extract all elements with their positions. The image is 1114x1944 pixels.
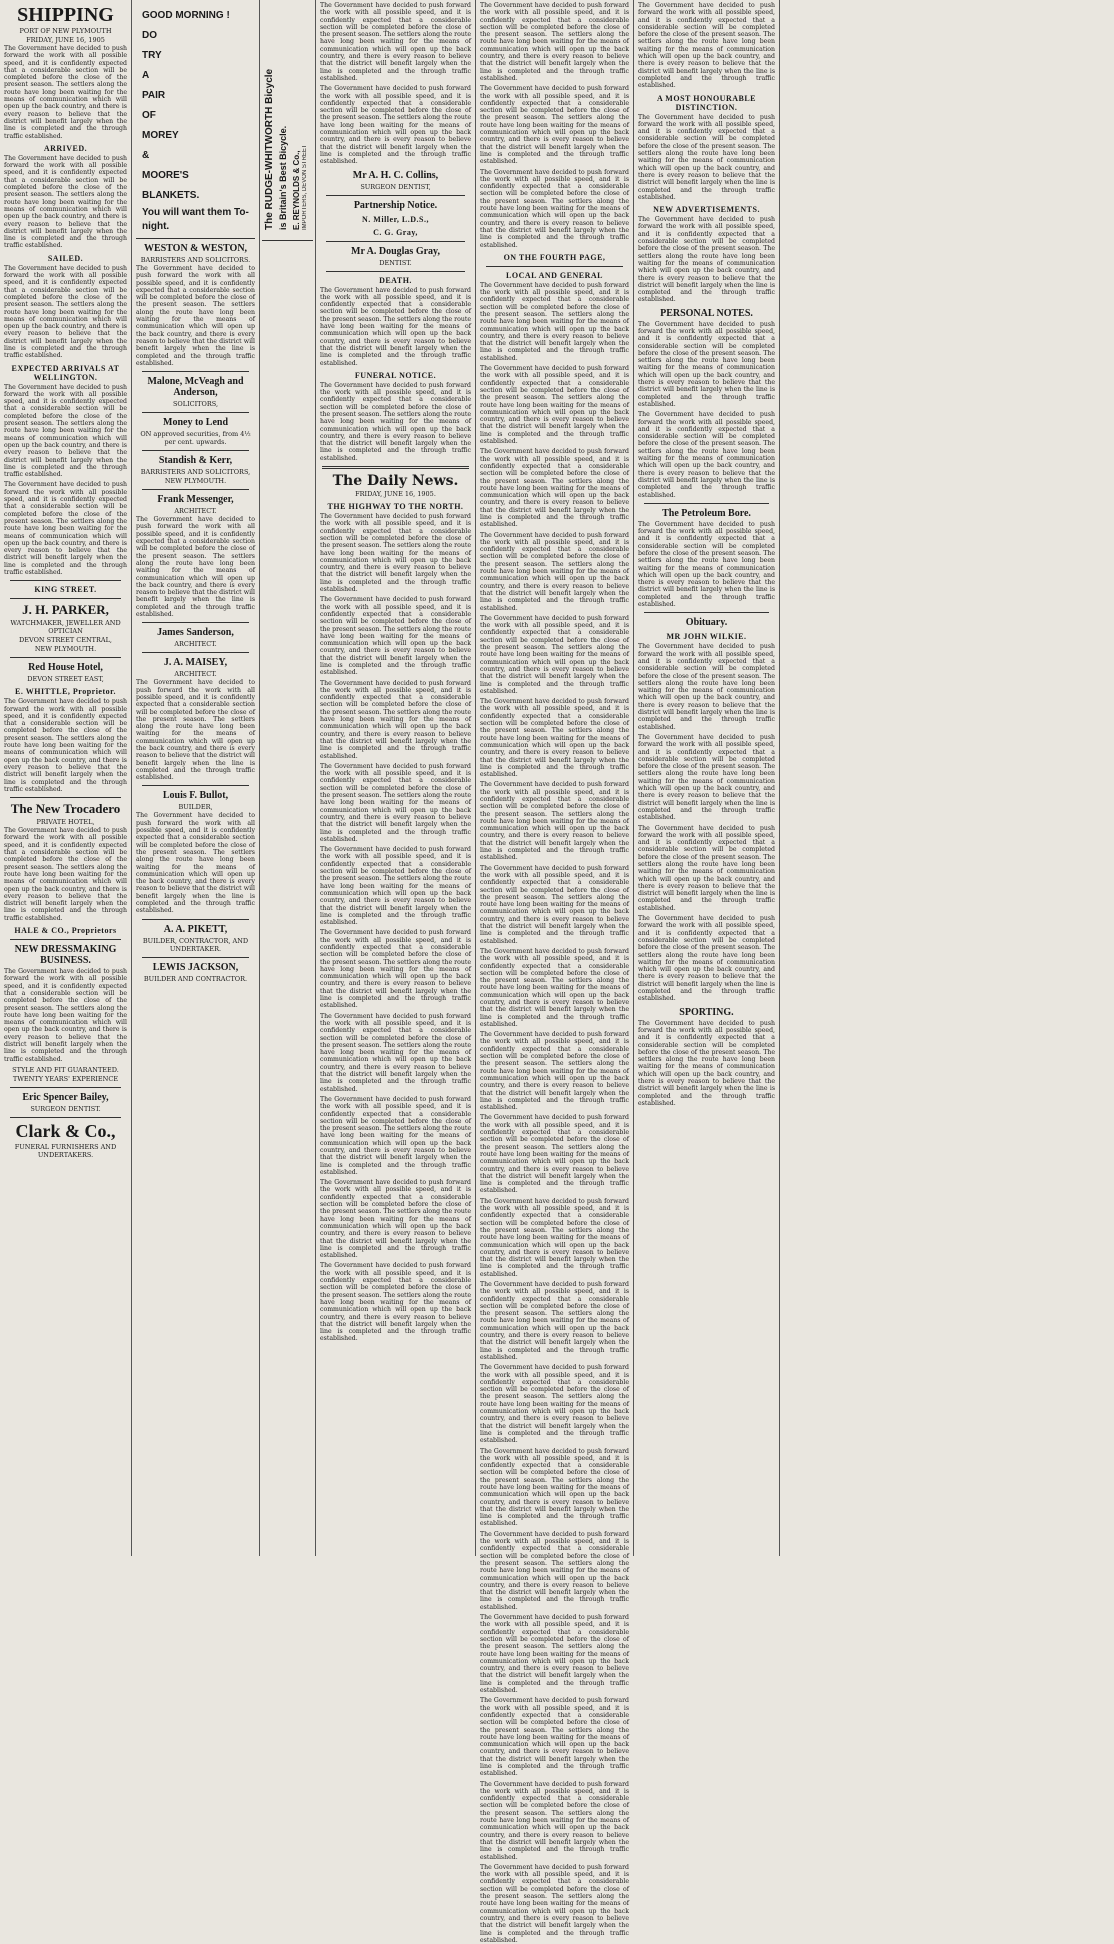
miller-name: N. Miller, L.D.S., — [362, 214, 429, 224]
text-block: The Government have decided to push forward the work with all possible speed, and it is confidently expected that a considerable section will be completed before the close of the present season. The settlers along the route have long been waiting for the means of communication which will open up the back country, and there is every reason to believe that the district will benefit largely when the line is completed and the through traffic established. — [320, 929, 471, 1010]
dress-style: STYLE AND FIT GUARANTEED. — [12, 1065, 119, 1074]
text-block: The Government have decided to push forward the work with all possible speed, and it is confidently expected that a considerable section will be completed before the close of the present season. The settlers along the route have long been waiting for the means of communication which will open up the back country, and there is every reason to believe that the district will benefit largely when the line is completed and the through traffic established. — [638, 1019, 775, 1107]
dental-sub: SURGEON DENTIST. — [30, 1104, 101, 1113]
text-block: The Government have decided to push forward the work with all possible speed, and it is confidently expected that a considerable section will be completed before the close of the present season. The settlers along the route have long been waiting for the means of communication which will open up the back country, and there is every reason to believe that the district will benefit largely when the line is completed and the through traffic established. — [320, 679, 471, 760]
advertisements-heading: NEW ADVERTISEMENTS. — [653, 205, 760, 215]
divider — [142, 412, 249, 413]
honourable-heading: A MOST HONOURABLE DISTINCTION. — [656, 93, 757, 112]
personal-heading: PERSONAL NOTES. — [660, 307, 753, 319]
local-heading: LOCAL AND GENERAL — [506, 270, 603, 280]
text-block: The Government have decided to push forward the work with all possible speed, and it is confidently expected that a considerable section will be completed before the close of the present season. The settlers along the route have long been waiting for the means of communication which will open up the back country, and there is every reason to believe that the district will benefit largely when the line is completed and the through traffic established. — [638, 2, 775, 90]
collins-name: Mr A. H. C. Collins, — [352, 169, 439, 181]
text-block: The Government have decided to push forward the work with all possible speed, and it is confidently expected that a considerable section will be completed before the close of the present season. The settlers along the route have long been waiting for the means of communication which will open up the back country, and there is every reason to believe that the district will benefit largely when the line is completed and the through traffic established. — [480, 531, 629, 612]
text-block: The Government have decided to push forward the work with all possible speed, and it is confidently expected that a considerable section will be completed before the close of the present season. The settlers along the route have long been waiting for the means of communication which will open up the back country, and there is every reason to believe that the district will benefit largely when the line is completed and the through traffic established. — [638, 824, 775, 912]
pikett-sub: BUILDER, CONTRACTOR, AND UNDERTAKER. — [142, 936, 249, 953]
football-column — [634, 0, 780, 1556]
text-block: The Government have decided to push forward the work with all possible speed, and it is confidently expected that a considerable section will be completed before the close of the present season. The settlers along the route have long been waiting for the means of communication which will open up the back country, and there is every reason to believe that the district will benefit largely when the line is completed and the through traffic established. — [480, 864, 629, 945]
text-block: The Government have decided to push forward the work with all possible speed, and it is confidently expected that a considerable section will be completed before the close of the present season. The settlers along the route have long been waiting for the means of communication which will open up the back country, and there is every reason to believe that the district will benefit largely when the line is completed and the through traffic established. — [480, 1197, 629, 1278]
jackson-sub: BUILDER AND CONTRACTOR. — [143, 974, 248, 983]
text-block: The Government have decided to push forward the work with all possible speed, and it is confidently expected that a considerable section will be completed before the close of the present season. The settlers along the route have long been waiting for the means of communication which will open up the back country, and there is every reason to believe that the district will benefit largely when the line is completed and the through traffic established. — [480, 365, 629, 446]
parker-town: NEW PLYMOUTH. — [34, 645, 97, 654]
divider — [142, 450, 249, 451]
text-block: The Government have decided to push forward the work with all possible speed, and it is confidently expected that a considerable section will be completed before the close of the present season. The settlers along the route have long been waiting for the means of communication which will open up the back country, and there is every reason to believe that the district will benefit largely when the line is completed and the through traffic established. — [320, 381, 471, 462]
leader-heading: THE HIGHWAY TO THE NORTH. — [327, 502, 464, 512]
money-name: Money to Lend — [163, 417, 228, 429]
wilkie-heading: MR JOHN WILKIE. — [666, 632, 747, 642]
date-heading: FRIDAY, JUNE 16, 1905 — [26, 36, 105, 44]
text-block: The Government have decided to push forward the work with all possible speed, and it is confidently expected that a considerable section will be completed before the close of the present season. The settlers along the route have long been waiting for the means of communication which will open up the back country, and there is every reason to believe that the district will benefit largely when the line is completed and the through traffic established. — [480, 1614, 629, 1695]
expected-heading: EXPECTED ARRIVALS AT WELLINGTON. — [11, 363, 120, 382]
ad-line: GOOD MORNING ! — [142, 10, 230, 21]
petroleum-heading: The Petroleum Bore. — [662, 507, 751, 519]
collins-sub: SURGEON DENTIST, — [360, 182, 431, 191]
text-block: The Government have decided to push forward the work with all possible speed, and it is confidently expected that a considerable section will be completed before the close of the present season. The settlers along the route have long been waiting for the means of communication which will open up the back country, and there is every reason to believe that the district will benefit largely when the line is completed and the through traffic established. — [320, 762, 471, 843]
divider — [322, 466, 469, 469]
text-block: The Government have decided to push forward the work with all possible speed, and it is confidently expected that a considerable section will be completed before the close of the present season. The settlers along the route have long been waiting for the means of communication which will open up the back country, and there is every reason to believe that the district will benefit largely when the line is completed and the through traffic established. — [4, 968, 127, 1063]
clark-sub: FUNERAL FURNISHERS AND UNDERTAKERS. — [14, 1142, 117, 1159]
divider — [326, 241, 465, 242]
text-block: The Government have decided to push forward the work with all possible speed, and it is confidently expected that a considerable section will be completed before the close of the present season. The settlers along the route have long been waiting for the means of communication which will open up the back country, and there is every reason to believe that the district will benefit largely when the line is completed and the through traffic established. — [4, 698, 127, 793]
text-block: The Government have decided to push forward the work with all possible speed, and it is confidently expected that a considerable section will be completed before the close of the present season. The settlers along the route have long been waiting for the means of communication which will open up the back country, and there is every reason to believe that the district will benefit largely when the line is completed and the through traffic established. — [136, 679, 255, 782]
king-street-heading: KING STREET. — [34, 585, 97, 595]
divider — [142, 489, 249, 490]
trocadero-name: The New Trocadero — [10, 801, 121, 817]
text-block: The Government have decided to push forward the work with all possible speed, and it is confidently expected that a considerable section will be completed before the close of the present season. The settlers along the route have long been waiting for the means of communication which will open up the back country, and there is every reason to believe that the district will benefit largely when the line is completed and the through traffic established. — [4, 383, 127, 479]
maisey-name: J. A. MAISEY, — [163, 657, 228, 669]
text-block: The Government have decided to push forward the work with all possible speed, and it is confidently expected that a considerable section will be completed before the close of the present season. The settlers along the route have long been waiting for the means of communication which will open up the back country, and there is every reason to believe that the district will benefit largely when the line is completed and the through traffic established. — [480, 281, 629, 362]
divider — [10, 598, 121, 599]
standish-sub: BARRISTERS AND SOLICITORS, — [140, 468, 251, 477]
text-block: The Government have decided to push forward the work with all possible speed, and it is confidently expected that a considerable section will be completed before the close of the present season. The settlers along the route have long been waiting for the means of communication which will open up the back country, and there is every reason to believe that the district will benefit largely when the line is completed and the through traffic established. — [4, 827, 127, 922]
text-block: The Government have decided to push forward the work with all possible speed, and it is confidently expected that a considerable section will be completed before the close of the present season. The settlers along the route have long been waiting for the means of communication which will open up the back country, and there is every reason to believe that the district will benefit largely when the line is completed and the through traffic established. — [320, 846, 471, 927]
text-block: The Government have decided to push forward the work with all possible speed, and it is confidently expected that a considerable section will be completed before the close of the present season. The settlers along the route have long been waiting for the means of communication which will open up the back country, and there is every reason to believe that the district will benefit largely when the line is completed and the through traffic established. — [480, 1364, 629, 1445]
obituary-heading: Obituary. — [685, 617, 728, 629]
malone-sub: SOLICITORS, — [172, 400, 219, 409]
bicycle-sub: IMPORTERS, DEVON STREET — [302, 144, 308, 230]
text-block: The Government have decided to push forward the work with all possible speed, and it is confidently expected that a considerable section will be completed before the close of the present season. The settlers along the route have long been waiting for the means of communication which will open up the back country, and there is every reason to believe that the district will benefit largely when the line is completed and the through traffic established. — [480, 168, 629, 249]
parker-address: DEVON STREET CENTRAL, — [19, 636, 112, 645]
parker-name: J. H. PARKER, — [22, 602, 109, 618]
text-block: The Government have decided to push forward the work with all possible speed, and it is confidently expected that a considerable section will be completed before the close of the present season. The settlers along the route have long been waiting for the means of communication which will open up the back country, and there is every reason to believe that the district will benefit largely when the line is completed and the through traffic established. — [320, 1012, 471, 1093]
divider — [142, 652, 249, 653]
text-block: The Government have decided to push forward the work with all possible speed, and it is confidently expected that a considerable section will be completed before the close of the present season. The settlers along the route have long been waiting for the means of communication which will open up the back country, and there is every reason to believe that the district will benefit largely when the line is completed and the through traffic established. — [4, 481, 127, 576]
text-block: The Government have decided to push forward the work with all possible speed, and it is confidently expected that a considerable section will be completed before the close of the present season. The settlers along the route have long been waiting for the means of communication which will open up the back country, and there is every reason to believe that the district will benefit largely when the line is completed and the through traffic established. — [638, 733, 775, 822]
text-block: The Government have decided to push forward the work with all possible speed, and it is confidently expected that a considerable section will be completed before the close of the present season. The settlers along the route have long been waiting for the means of communication which will open up the back country, and there is every reason to believe that the district will benefit largely when the line is completed and the through traffic established. — [320, 513, 471, 594]
dental-name: Eric Spencer Bailey, — [22, 1091, 109, 1103]
partnership-heading: Partnership Notice. — [353, 199, 438, 211]
text-block: The Government have decided to push forward the work with all possible speed, and it is confidently expected that a considerable section will be completed before the close of the present season. The settlers along the route have long been waiting for the means of communication which will open up the back country, and there is every reason to believe that the district will benefit largely when the line is completed and the through traffic established. — [4, 45, 127, 140]
parker-trade: WATCHMAKER, JEWELLER AND OPTICIAN — [10, 619, 121, 636]
death-heading: DEATH. — [379, 275, 412, 285]
text-block: The Government have decided to push forward the work with all possible speed, and it is confidently expected that a considerable section will be completed before the close of the present season. The settlers along the route have long been waiting for the means of communication which will open up the back country, and there is every reason to believe that the district will benefit largely when the line is completed and the through traffic established. — [638, 320, 775, 408]
douglas-sub: DENTIST. — [379, 258, 412, 267]
text-block: The Government have decided to push forward the work with all possible speed, and it is confidently expected that a considerable section will be completed before the close of the present season. The settlers along the route have long been waiting for the means of communication which will open up the back country, and there is every reason to believe that the district will benefit largely when the line is completed and the through traffic established. — [4, 154, 127, 250]
douglas-name: Mr A. Douglas Gray, — [351, 245, 440, 257]
sailed-heading: SAILED. — [47, 253, 84, 263]
messenger-sub: ARCHITECT. — [174, 507, 217, 516]
text-block: The Government have decided to push forward the work with all possible speed, and it is confidently expected that a considerable section will be completed before the close of the present season. The settlers along the route have long been waiting for the means of communication which will open up the back country, and there is every reason to believe that the district will benefit largely when the line is completed and the through traffic established. — [480, 614, 629, 695]
divider — [10, 657, 121, 658]
pikett-name: A. A. PIKETT, — [163, 923, 228, 935]
ad-line: MOORE'S — [142, 170, 189, 181]
ad-line: DO — [142, 30, 157, 41]
arrived-heading: ARRIVED. — [43, 143, 88, 153]
divider — [142, 371, 249, 372]
sanderson-name: James Sanderson, — [157, 627, 234, 639]
divider — [10, 939, 121, 940]
text-block: The Government have decided to push forward the work with all possible speed, and it is confidently expected that a considerable section will be completed before the close of the present season. The settlers along the route have long been waiting for the means of communication which will open up the back country, and there is every reason to believe that the district will benefit largely when the line is completed and the through traffic established. — [638, 113, 775, 201]
text-block: The Government have decided to push forward the work with all possible speed, and it is confidently expected that a considerable section will be completed before the close of the present season. The settlers along the route have long been waiting for the means of communication which will open up the back country, and there is every reason to believe that the district will benefit largely when the line is completed and the through traffic established. — [480, 448, 629, 529]
divider — [644, 503, 769, 504]
text-block: The Government have decided to push forward the work with all possible speed, and it is confidently expected that a considerable section will be completed before the close of the present season. The settlers along the route have long been waiting for the means of communication which will open up the back country, and there is every reason to believe that the district will benefit largely when the line is completed and the through traffic established. — [136, 265, 255, 367]
dress-years: TWENTY YEARS' EXPERIENCE — [12, 1074, 119, 1083]
divider — [142, 622, 249, 623]
divider — [326, 271, 465, 272]
malone-name: Malone, McVeagh and Anderson, — [147, 376, 244, 399]
ad-line: A — [142, 70, 150, 81]
ad-line: TRY — [142, 50, 162, 61]
standish-name: Standish & Kerr, — [158, 455, 233, 467]
text-block: The Government have decided to push forward the work with all possible speed, and it is confidently expected that a considerable section will be completed before the close of the present season. The settlers along the route have long been waiting for the means of communication which will open up the back country, and there is every reason to believe that the district will benefit largely when the line is completed and the through traffic established. — [638, 520, 775, 609]
maisey-sub: ARCHITECT. — [174, 670, 217, 679]
text-block: The Government have decided to push forward the work with all possible speed, and it is confidently expected that a considerable section will be completed before the close of the present season. The settlers along the route have long been waiting for the means of communication which will open up the back country, and there is every reason to believe that the district will benefit largely when the line is completed and the through traffic established. — [480, 1447, 629, 1528]
divider — [142, 785, 249, 786]
text-block: The Government have decided to push forward the work with all possible speed, and it is confidently expected that a considerable section will be completed before the close of the present season. The settlers along the route have long been waiting for the means of communication which will open up the back country, and there is every reason to believe that the district will benefit largely when the line is completed and the through traffic established. — [638, 915, 775, 1003]
bicycle-line-2: is Britain's Best Bicycle. — [278, 125, 288, 230]
bullot-sub: BUILDER, — [178, 803, 213, 812]
shipping-heading: SHIPPING — [17, 4, 114, 26]
trocadero-sub: PRIVATE HOTEL, — [36, 818, 95, 827]
port-heading: PORT OF NEW PLYMOUTH — [19, 27, 112, 35]
daily-news-title: The Daily News. — [332, 473, 459, 490]
text-block: The Government have decided to push forward the work with all possible speed, and it is confidently expected that a considerable section will be completed before the close of the present season. The settlers along the route have long been waiting for the means of communication which will open up the back country, and there is every reason to believe that the district will benefit largely when the line is completed and the through traffic established. — [480, 2, 629, 82]
blankets-advert — [136, 2, 255, 239]
text-block: The Government have decided to push forward the work with all possible speed, and it is confidently expected that a considerable section will be completed before the close of the present season. The settlers along the route have long been waiting for the means of communication which will open up the back country, and there is every reason to believe that the district will benefit largely when the line is completed and the through traffic established. — [320, 1095, 471, 1176]
trocadero-owner: HALE & CO., Proprietors — [14, 926, 117, 936]
divider — [10, 797, 121, 798]
ad-line: You will want them To-night. — [142, 207, 249, 232]
weston-name: WESTON & WESTON, — [143, 243, 248, 254]
text-block: The Government have decided to push forward the work with all possible speed, and it is confidently expected that a considerable section will be completed before the close of the present season. The settlers along the route have long been waiting for the means of communication which will open up the back country, and there is every reason to believe that the district will benefit largely when the line is completed and the through traffic established. — [480, 781, 629, 862]
dress-name: NEW DRESSMAKING BUSINESS. — [14, 944, 117, 967]
daily-news-date: FRIDAY, JUNE 16, 1905. — [355, 490, 436, 499]
divider — [10, 580, 121, 581]
funeral-heading: FUNERAL NOTICE. — [354, 370, 437, 380]
text-block: The Government have decided to push forward the work with all possible speed, and it is confidently expected that a considerable section will be completed before the close of the present season. The settlers along the route have long been waiting for the means of communication which will open up the back country, and there is every reason to believe that the district will benefit largely when the line is completed and the through traffic established. — [320, 2, 471, 82]
text-block: The Government have decided to push forward the work with all possible speed, and it is confidently expected that a considerable section will be completed before the close of the present season. The settlers along the route have long been waiting for the means of communication which will open up the back country, and there is every reason to believe that the district will benefit largely when the line is completed and the through traffic established. — [480, 947, 629, 1028]
sanderson-sub: ARCHITECT. — [174, 640, 217, 649]
text-block: The Government have decided to push forward the work with all possible speed, and it is confidently expected that a considerable section will be completed before the close of the present season. The settlers along the route have long been waiting for the means of communication which will open up the back country, and there is every reason to believe that the district will benefit largely when the line is completed and the through traffic established. — [136, 812, 255, 915]
ad-line: BLANKETS. — [142, 190, 200, 201]
text-block: The Government have decided to push forward the work with all possible speed, and it is confidently expected that a considerable section will be completed before the close of the present season. The settlers along the route have long been waiting for the means of communication which will open up the back country, and there is every reason to believe that the district will benefit largely when the line is completed and the through traffic established. — [320, 85, 471, 166]
bicycle-advert — [260, 0, 316, 1556]
ad-line: & — [142, 150, 150, 161]
red-house-prop: E. WHITTLE, Proprietor. — [15, 687, 116, 697]
daily-news-column — [316, 0, 476, 1556]
text-block: The Government have decided to push forward the work with all possible speed, and it is confidently expected that a considerable section will be completed before the close of the present season. The settlers along the route have long been waiting for the means of communication which will open up the back country, and there is every reason to believe that the district will benefit largely when the line is completed and the through traffic established. — [480, 1031, 629, 1112]
text-block: The Government have decided to push forward the work with all possible speed, and it is confidently expected that a considerable section will be completed before the close of the present season. The settlers along the route have long been waiting for the means of communication which will open up the back country, and there is every reason to believe that the district will benefit largely when the line is completed and the through traffic established. — [320, 1179, 471, 1260]
divider — [10, 1087, 121, 1088]
text-block: The Government have decided to push forward the work with all possible speed, and it is confidently expected that a considerable section will be completed before the close of the present season. The settlers along the route have long been waiting for the means of communication which will open up the back country, and there is every reason to believe that the district will benefit largely when the line is completed and the through traffic established. — [480, 1530, 629, 1611]
weston-sub: BARRISTERS AND SOLICITORS. — [140, 256, 251, 264]
spacer — [780, 0, 788, 1556]
text-block: The Government have decided to push forward the work with all possible speed, and it is confidently expected that a considerable section will be completed before the close of the present season. The settlers along the route have long been waiting for the means of communication which will open up the back country, and there is every reason to believe that the district will benefit largely when the line is completed and the through traffic established. — [480, 1114, 629, 1195]
fourth-page-heading: ON THE FOURTH PAGE, — [503, 252, 606, 262]
text-block: The Government have decided to push forward the work with all possible speed, and it is confidently expected that a considerable section will be completed before the close of the present season. The settlers along the route have long been waiting for the means of communication which will open up the back country, and there is every reason to believe that the district will benefit largely when the line is completed and the through traffic established. — [638, 643, 775, 731]
text-block: The Government have decided to push forward the work with all possible speed, and it is confidently expected that a considerable section will be completed before the close of the present season. The settlers along the route have long been waiting for the means of communication which will open up the back country, and there is every reason to believe that the district will benefit largely when the line is completed and the through traffic established. — [320, 1262, 471, 1343]
advert-column — [132, 0, 260, 1556]
text-block: The Government have decided to push forward the work with all possible speed, and it is confidently expected that a considerable section will be completed before the close of the present season. The settlers along the route have long been waiting for the means of communication which will open up the back country, and there is every reason to believe that the district will benefit largely when the line is completed and the through traffic established. — [320, 286, 471, 367]
messenger-name: Frank Messenger, — [157, 494, 234, 506]
sporting-heading: SPORTING. — [679, 1006, 734, 1018]
text-block: The Government have decided to push forward the work with all possible speed, and it is confidently expected that a considerable section will be completed before the close of the present season. The settlers along the route have long been waiting for the means of communication which will open up the back country, and there is every reason to believe that the district will benefit largely when the line is completed and the through traffic established. — [480, 1697, 629, 1778]
text-block: The Government have decided to push forward the work with all possible speed, and it is confidently expected that a considerable section will be completed before the close of the present season. The settlers along the route have long been waiting for the means of communication which will open up the back country, and there is every reason to believe that the district will benefit largely when the line is completed and the through traffic established. — [638, 411, 775, 499]
divider — [644, 612, 769, 613]
text-block: The Government have decided to push forward the work with all possible speed, and it is confidently expected that a considerable section will be completed before the close of the present season. The settlers along the route have long been waiting for the means of communication which will open up the back country, and there is every reason to believe that the district will benefit largely when the line is completed and the through traffic established. — [480, 85, 629, 166]
bicycle-line-1: The RUDGE-WHITWORTH Bicycle — [264, 68, 275, 230]
divider — [262, 240, 313, 241]
ad-line: PAIR — [142, 90, 166, 101]
text-block: The Government have decided to push forward the work with all possible speed, and it is confidently expected that a considerable section will be completed before the close of the present season. The settlers along the route have long been waiting for the means of communication which will open up the back country, and there is every reason to believe that the district will benefit largely when the line is completed and the through traffic established. — [480, 1280, 629, 1361]
bullot-name: Louis F. Bullot, — [162, 790, 229, 802]
ad-line: MOREY — [142, 130, 179, 141]
ad-line: OF — [142, 110, 156, 121]
divider — [142, 919, 249, 920]
text-block: The Government have decided to push forward the work with all possible speed, and it is confidently expected that a considerable section will be completed before the close of the present season. The settlers along the route have long been waiting for the means of communication which will open up the back country, and there is every reason to believe that the district will benefit largely when the line is completed and the through traffic established. — [480, 698, 629, 779]
divider — [486, 266, 623, 267]
text-block: The Government have decided to push forward the work with all possible speed, and it is confidently expected that a considerable section will be completed before the close of the present season. The settlers along the route have long been waiting for the means of communication which will open up the back country, and there is every reason to believe that the district will benefit largely when the line is completed and the through traffic established. — [4, 264, 127, 360]
text-block: The Government have decided to push forward the work with all possible speed, and it is confidently expected that a considerable section will be completed before the close of the present season. The settlers along the route have long been waiting for the means of communication which will open up the back country, and there is every reason to believe that the district will benefit largely when the line is completed and the through traffic established. — [320, 596, 471, 677]
red-house-street: DEVON STREET EAST, — [27, 675, 104, 684]
text-block: The Government have decided to push forward the work with all possible speed, and it is confidently expected that a considerable section will be completed before the close of the present season. The settlers along the route have long been waiting for the means of communication which will open up the back country, and there is every reason to believe that the district will benefit largely when the line is completed and the through traffic established. — [136, 516, 255, 619]
standish-town: NEW PLYMOUTH. — [164, 477, 227, 486]
clark-name: Clark & Co., — [15, 1120, 116, 1141]
text-block: The Government have decided to push forward the work with all possible speed, and it is confidently expected that a considerable section will be completed before the close of the present season. The settlers along the route have long been waiting for the means of communication which will open up the back country, and there is every reason to believe that the district will benefit largely when the line is completed and the through traffic established. — [480, 1863, 629, 1944]
text-block: The Government have decided to push forward the work with all possible speed, and it is confidently expected that a considerable section will be completed before the close of the present season. The settlers along the route have long been waiting for the means of communication which will open up the back country, and there is every reason to believe that the district will benefit largely when the line is completed and the through traffic established. — [638, 216, 775, 304]
money-sub: ON approved securities, from 4½ per cent. upwards. — [140, 430, 251, 447]
divider — [142, 957, 249, 958]
divider — [10, 1117, 121, 1118]
shipping-column — [0, 0, 132, 1556]
bicycle-dealer: E. REYNOLDS & Co., — [292, 150, 301, 230]
local-general-column — [476, 0, 634, 1944]
gray-name: C. G. Gray, — [373, 227, 418, 237]
divider — [326, 195, 465, 196]
red-house-name: Red House Hotel, — [28, 662, 103, 674]
text-block: The Government have decided to push forward the work with all possible speed, and it is confidently expected that a considerable section will be completed before the close of the present season. The settlers along the route have long been waiting for the means of communication which will open up the back country, and there is every reason to believe that the district will benefit largely when the line is completed and the through traffic established. — [480, 1780, 629, 1861]
jackson-name: LEWIS JACKSON, — [152, 961, 239, 973]
